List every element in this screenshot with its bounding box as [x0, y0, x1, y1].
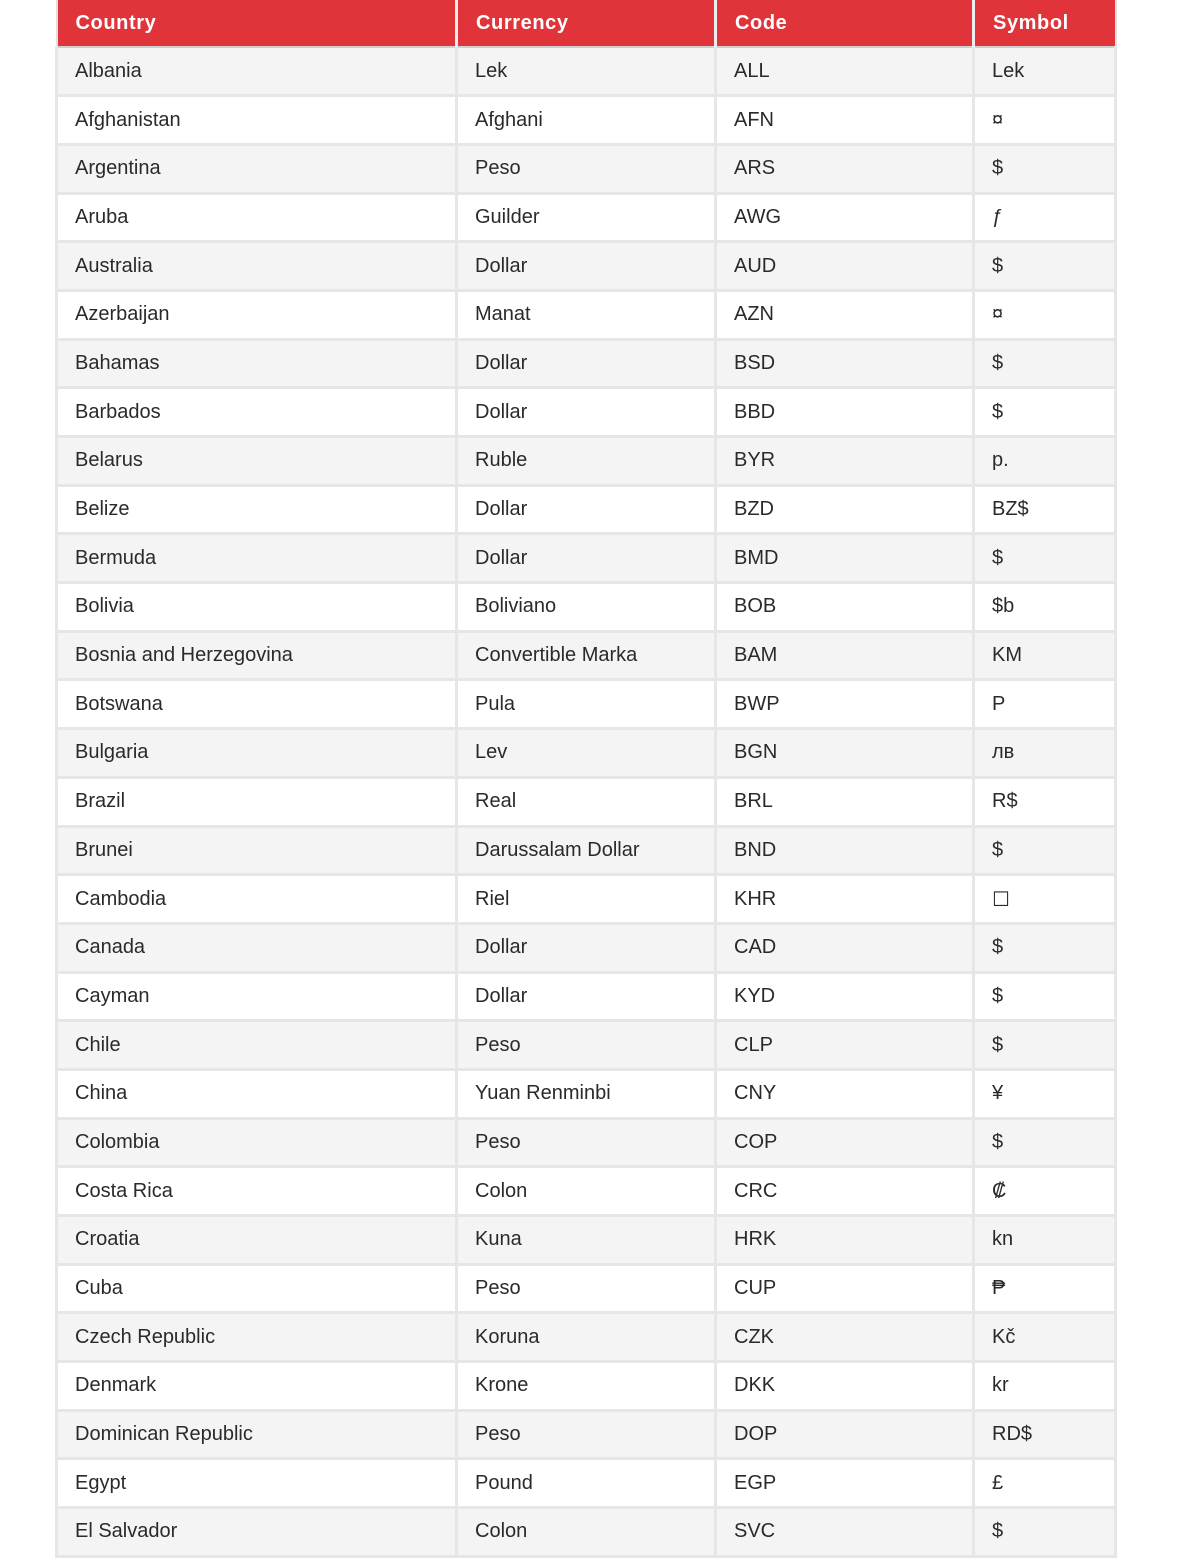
cell-currency: Colon: [457, 1167, 716, 1216]
cell-country: Cuba: [57, 1264, 457, 1313]
cell-country: Aruba: [57, 193, 457, 242]
cell-symbol: P: [974, 680, 1116, 729]
cell-code: BOB: [716, 583, 974, 632]
cell-currency: Krone: [457, 1362, 716, 1411]
cell-code: BND: [716, 826, 974, 875]
cell-currency: Peso: [457, 1410, 716, 1459]
table-row: [57, 1264, 1116, 1313]
cell-currency: Yuan Renminbi: [457, 1069, 716, 1118]
cell-currency: Convertible Marka: [457, 631, 716, 680]
cell-currency: Pula: [457, 680, 716, 729]
table-row: [57, 437, 1116, 486]
cell-country: Bahamas: [57, 339, 457, 388]
cell-country: Bulgaria: [57, 729, 457, 778]
cell-country: Colombia: [57, 1118, 457, 1167]
cell-country: Albania: [57, 47, 457, 96]
cell-symbol: KM: [974, 631, 1116, 680]
cell-symbol: BZ$: [974, 485, 1116, 534]
table-body: [57, 47, 1116, 1556]
cell-symbol: ƒ: [974, 193, 1116, 242]
cell-country: Cayman: [57, 972, 457, 1021]
cell-symbol: $: [974, 388, 1116, 437]
table-row: [57, 1118, 1116, 1167]
cell-code: AFN: [716, 96, 974, 145]
cell-code: CUP: [716, 1264, 974, 1313]
cell-country: Argentina: [57, 144, 457, 193]
cell-currency: Guilder: [457, 193, 716, 242]
cell-currency: Koruna: [457, 1313, 716, 1362]
table-row: [57, 193, 1116, 242]
currency-table: [55, 0, 1117, 1558]
cell-code: EGP: [716, 1459, 974, 1508]
cell-currency: Darussalam Dollar: [457, 826, 716, 875]
cell-currency: Dollar: [457, 972, 716, 1021]
cell-country: Bermuda: [57, 534, 457, 583]
cell-symbol: p.: [974, 437, 1116, 486]
cell-country: Bosnia and Herzegovina: [57, 631, 457, 680]
cell-currency: Dollar: [457, 388, 716, 437]
cell-currency: Peso: [457, 1118, 716, 1167]
cell-code: BYR: [716, 437, 974, 486]
cell-code: CRC: [716, 1167, 974, 1216]
cell-country: Brazil: [57, 777, 457, 826]
cell-symbol: $: [974, 1118, 1116, 1167]
cell-country: Belize: [57, 485, 457, 534]
cell-country: Azerbaijan: [57, 290, 457, 339]
cell-code: BWP: [716, 680, 974, 729]
table-row: [57, 1021, 1116, 1070]
cell-symbol: kn: [974, 1216, 1116, 1265]
cell-symbol: $b: [974, 583, 1116, 632]
cell-symbol: $: [974, 923, 1116, 972]
table-row: [57, 631, 1116, 680]
table-row: [57, 339, 1116, 388]
cell-currency: Dollar: [457, 923, 716, 972]
table-row: [57, 144, 1116, 193]
cell-symbol: R$: [974, 777, 1116, 826]
cell-currency: Manat: [457, 290, 716, 339]
cell-code: BMD: [716, 534, 974, 583]
table-row: [57, 1167, 1116, 1216]
cell-code: BSD: [716, 339, 974, 388]
cell-symbol: $: [974, 242, 1116, 291]
cell-currency: Riel: [457, 875, 716, 924]
cell-code: CAD: [716, 923, 974, 972]
cell-code: KYD: [716, 972, 974, 1021]
table-row: [57, 680, 1116, 729]
table-row: [57, 972, 1116, 1021]
cell-code: CLP: [716, 1021, 974, 1070]
cell-symbol: $: [974, 1021, 1116, 1070]
cell-country: China: [57, 1069, 457, 1118]
cell-symbol: ¤: [974, 96, 1116, 145]
table-row: [57, 534, 1116, 583]
cell-code: SVC: [716, 1508, 974, 1557]
cell-currency: Dollar: [457, 242, 716, 291]
cell-country: Afghanistan: [57, 96, 457, 145]
cell-currency: Lek: [457, 47, 716, 96]
table-row: [57, 1459, 1116, 1508]
cell-code: BGN: [716, 729, 974, 778]
cell-code: AZN: [716, 290, 974, 339]
table-row: [57, 777, 1116, 826]
header-currency: Currency: [457, 0, 716, 47]
cell-code: ARS: [716, 144, 974, 193]
cell-symbol: ₱: [974, 1264, 1116, 1313]
cell-currency: Afghani: [457, 96, 716, 145]
table-row: [57, 388, 1116, 437]
cell-currency: Pound: [457, 1459, 716, 1508]
cell-code: CNY: [716, 1069, 974, 1118]
cell-symbol: $: [974, 826, 1116, 875]
cell-code: DKK: [716, 1362, 974, 1411]
cell-currency: Dollar: [457, 534, 716, 583]
cell-code: BBD: [716, 388, 974, 437]
cell-code: BRL: [716, 777, 974, 826]
cell-currency: Peso: [457, 144, 716, 193]
cell-country: El Salvador: [57, 1508, 457, 1557]
cell-country: Bolivia: [57, 583, 457, 632]
cell-code: DOP: [716, 1410, 974, 1459]
cell-country: Dominican Republic: [57, 1410, 457, 1459]
cell-symbol: $: [974, 972, 1116, 1021]
cell-code: COP: [716, 1118, 974, 1167]
cell-symbol: Lek: [974, 47, 1116, 96]
cell-currency: Dollar: [457, 485, 716, 534]
cell-country: Botswana: [57, 680, 457, 729]
cell-symbol: ☐: [974, 875, 1116, 924]
cell-symbol: kr: [974, 1362, 1116, 1411]
cell-currency: Peso: [457, 1021, 716, 1070]
cell-currency: Ruble: [457, 437, 716, 486]
cell-currency: Dollar: [457, 339, 716, 388]
cell-symbol: $: [974, 144, 1116, 193]
table-row: [57, 1410, 1116, 1459]
table-row: [57, 1313, 1116, 1362]
cell-currency: Lev: [457, 729, 716, 778]
table-row: [57, 1216, 1116, 1265]
cell-code: CZK: [716, 1313, 974, 1362]
cell-country: Egypt: [57, 1459, 457, 1508]
cell-symbol: RD$: [974, 1410, 1116, 1459]
cell-code: HRK: [716, 1216, 974, 1265]
table-row: [57, 1362, 1116, 1411]
cell-symbol: $: [974, 534, 1116, 583]
cell-code: AWG: [716, 193, 974, 242]
cell-symbol: £: [974, 1459, 1116, 1508]
cell-symbol: ¥: [974, 1069, 1116, 1118]
header-code: Code: [716, 0, 974, 47]
table-header-row: [57, 0, 1116, 47]
table-row: [57, 875, 1116, 924]
table-row: [57, 485, 1116, 534]
table-row: [57, 1508, 1116, 1557]
cell-currency: Peso: [457, 1264, 716, 1313]
cell-code: BAM: [716, 631, 974, 680]
table-row: [57, 826, 1116, 875]
table-row: [57, 47, 1116, 96]
table-row: [57, 290, 1116, 339]
cell-country: Costa Rica: [57, 1167, 457, 1216]
cell-country: Australia: [57, 242, 457, 291]
table-row: [57, 242, 1116, 291]
cell-currency: Real: [457, 777, 716, 826]
cell-country: Chile: [57, 1021, 457, 1070]
cell-country: Croatia: [57, 1216, 457, 1265]
table-row: [57, 96, 1116, 145]
header-country: Country: [57, 0, 457, 47]
cell-symbol: ¤: [974, 290, 1116, 339]
table-row: [57, 729, 1116, 778]
cell-country: Czech Republic: [57, 1313, 457, 1362]
cell-code: AUD: [716, 242, 974, 291]
cell-country: Belarus: [57, 437, 457, 486]
cell-symbol: $: [974, 339, 1116, 388]
cell-symbol: $: [974, 1508, 1116, 1557]
cell-symbol: лв: [974, 729, 1116, 778]
cell-country: Denmark: [57, 1362, 457, 1411]
cell-code: ALL: [716, 47, 974, 96]
cell-country: Canada: [57, 923, 457, 972]
table-row: [57, 923, 1116, 972]
cell-code: KHR: [716, 875, 974, 924]
cell-symbol: Kč: [974, 1313, 1116, 1362]
header-symbol: Symbol: [974, 0, 1116, 47]
cell-country: Barbados: [57, 388, 457, 437]
cell-currency: Colon: [457, 1508, 716, 1557]
cell-currency: Boliviano: [457, 583, 716, 632]
cell-code: BZD: [716, 485, 974, 534]
cell-country: Cambodia: [57, 875, 457, 924]
cell-country: Brunei: [57, 826, 457, 875]
cell-currency: Kuna: [457, 1216, 716, 1265]
table-row: [57, 583, 1116, 632]
table-row: [57, 1069, 1116, 1118]
cell-symbol: ₡: [974, 1167, 1116, 1216]
